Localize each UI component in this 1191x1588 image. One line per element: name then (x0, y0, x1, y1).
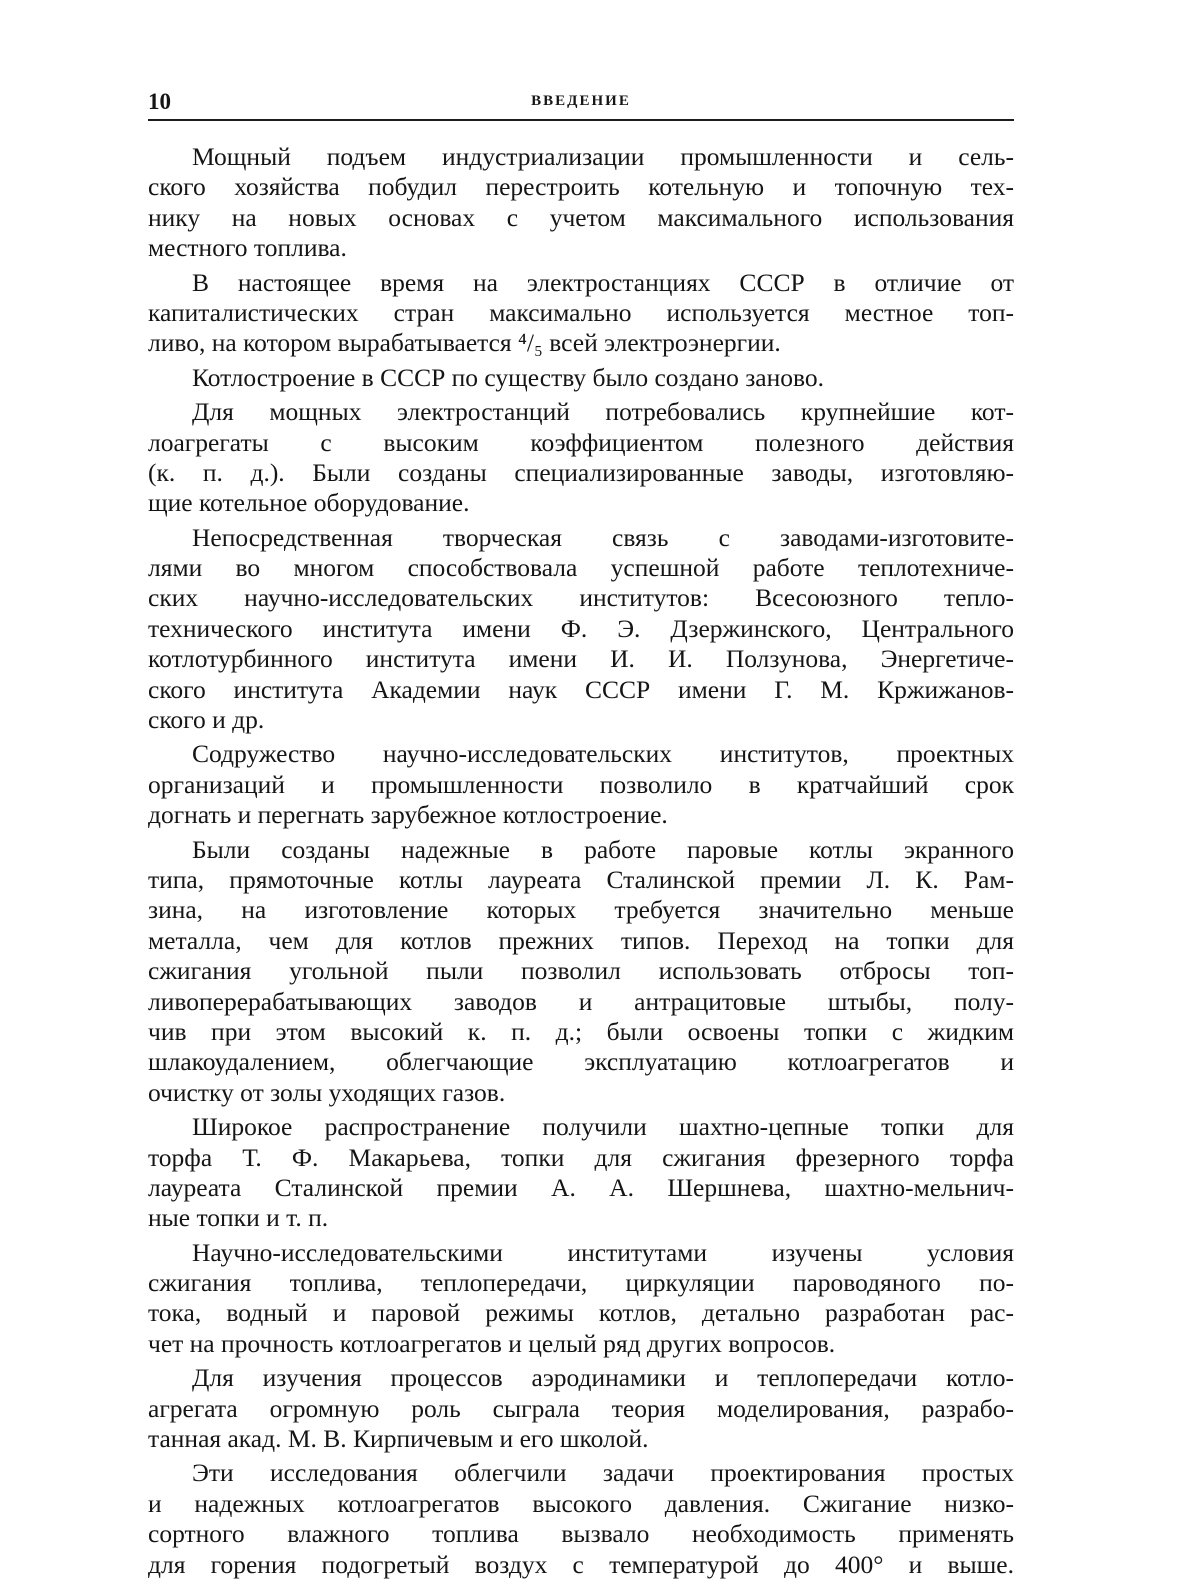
page-number: 10 (148, 89, 171, 114)
text-line: шлакоудалением, облегчающие эксплуатацию котлоагрегатов и (148, 1047, 1014, 1077)
text-line: ского и др. (148, 705, 265, 735)
text-line: Были созданы надежные в работе паровые котлы экранного (192, 834, 1014, 864)
text-line: агрегата огромную роль сыграла теория моделирования, разрабо- (148, 1393, 1014, 1423)
text-line: зина, на изготовление которых требуется значительно меньше (148, 895, 1014, 925)
text-line: организаций и промышленности позволило в кратчайший срок (148, 769, 1014, 799)
text-line: ских научно-исследовательских институтов: Всесоюзного тепло- (148, 583, 1014, 613)
text-line: Мощный подъем индустриализации промышленности и сель- (192, 142, 1014, 171)
paragraph-9 (148, 1238, 1014, 1360)
text-line: металла, чем для котлов прежних типов. Переход на топки для (148, 925, 1014, 955)
text-line: Для мощных электростанций потребовались крупнейшие кот- (192, 397, 1014, 427)
paragraph-2 (148, 268, 1014, 359)
text-line: ского хозяйства побудил перестроить котельную и топочную тех- (148, 172, 1014, 202)
text-line: сжигания угольной пыли позволил использовать отбросы топ- (148, 956, 1014, 986)
text-line: Для изучения процессов аэродинамики и теплопередачи котло- (192, 1363, 1014, 1393)
text-line: лауреата Сталинской премии А. А. Шершнева, шахтно-мельнич- (148, 1172, 1014, 1202)
text-line: танная акад. М. В. Кирпичевым и его школой. (148, 1424, 649, 1454)
text-line: Широкое распространение получили шахтно-цепные топки для (192, 1112, 1014, 1142)
running-title: ВВЕДЕНИЕ (531, 93, 631, 109)
text-line: догнать и перегнать зарубежное котлостроение. (148, 800, 668, 830)
text-line: капиталистических стран максимально используется местное топ- (148, 297, 1014, 327)
body-text (148, 142, 1014, 1584)
text-line: сортного влажного топлива вызвало необходимость применять (148, 1519, 1014, 1549)
text-line: сжигания топлива, теплопередачи, циркуляции пароводяного по- (148, 1268, 1014, 1298)
text-line: лями во многом способствовала успешной работе теплотехниче- (148, 553, 1014, 583)
text-line: типа, прямоточные котлы лауреата Сталинской премии Л. К. Рам- (148, 864, 1014, 894)
text-line: торфа Т. Ф. Макарьева, топки для сжигания фрезерного торфа (148, 1142, 1014, 1172)
paragraph-1 (148, 142, 1014, 264)
paragraph-10 (148, 1363, 1014, 1454)
text-line: для горения подогретый воздух с температурой до 400° и выше. (148, 1549, 1014, 1579)
paragraph-8 (148, 1112, 1014, 1234)
text-line: лоагрегаты с высоким коэффициентом полезного действия (148, 427, 1014, 457)
text-line: ливо, на котором вырабатывается ⁴/₅ всей электроэнергии. (148, 328, 781, 358)
text-line: Содружество научно-исследовательских институтов, проектных (192, 739, 1014, 769)
text-line: (к. п. д.). Были созданы специализированные заводы, изготовляю- (148, 457, 1014, 487)
text-line: В настоящее время на электростанциях СССР в отличие от (192, 267, 1014, 297)
text-line: очистку от золы уходящих газов. (148, 1077, 506, 1107)
page-header (148, 88, 1014, 122)
text-line: ные топки и т. п. (148, 1203, 329, 1233)
paragraph-11 (148, 1458, 1014, 1580)
text-line: котлотурбинного института имени И. И. Ползунова, Энергетиче- (148, 644, 1014, 674)
text-line: Научно-исследовательскими институтами изучены условия (192, 1237, 1014, 1267)
paragraph-7 (148, 835, 1014, 1109)
text-line: Котлостроение в СССР по существу было создано заново. (192, 362, 824, 392)
text-line: и надежных котлоагрегатов высокого давления. Сжигание низко- (148, 1488, 1014, 1518)
paragraph-6 (148, 739, 1014, 830)
text-line: ливоперерабатывающих заводов и антрацитовые штыбы, полу- (148, 986, 1014, 1016)
text-line: чив при этом высокий к. п. д.; были освоены топки с жидким (148, 1016, 1014, 1046)
paragraph-4 (148, 397, 1014, 519)
paragraph-5 (148, 523, 1014, 736)
header-rule (148, 119, 1014, 121)
text-line: нику на новых основах с учетом максимального использования (148, 202, 1014, 232)
text-line: щие котельное оборудование. (148, 488, 470, 518)
text-line: тока, водный и паровой режимы котлов, детально разработан рас- (148, 1298, 1014, 1328)
text-line: ского института Академии наук СССР имени Г. М. Кржижанов- (148, 674, 1014, 704)
paragraph-3 (148, 363, 1014, 393)
text-line: Непосредственная творческая связь с заводами-изготовите- (192, 522, 1014, 552)
text-line: Эти исследования облегчили задачи проектирования простых (192, 1458, 1014, 1488)
text-line: технического института имени Ф. Э. Дзержинского, Центрального (148, 613, 1014, 643)
text-line: местного топлива. (148, 233, 347, 263)
text-line: чет на прочность котлоагрегатов и целый ряд других вопросов. (148, 1328, 836, 1358)
